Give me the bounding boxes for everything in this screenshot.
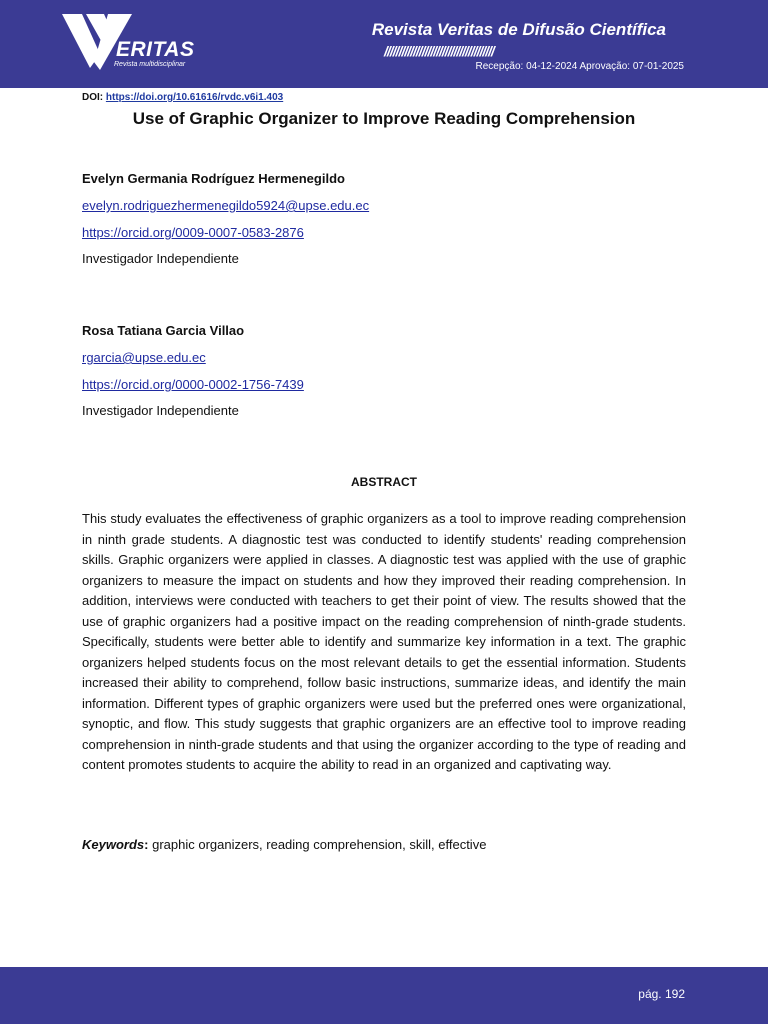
abstract-text: This study evaluates the effectiveness of graphic organizers as a tool to improve reading comprehension in ninth grade students. A diagnostic test was conducted to identify students' reading comprehension skills. Graphic organizers were applied in classes. A diagnostic test was applied with the use of graphic organizers to measure the impact on students and how they improved their reading comprehension. In addition, interviews were conducted with teachers to get their point of view. The results showed that the use of graphic organizers had a positive impact on the reading comprehension of ninth-grade students. Specifically, students were better able to identify and summarize key information in a text. The graphic organizers helped students focus on the most relevant details to get the essential information. Students increased their ability to comprehend, follow basic instructions, summarize ideas, and identify the main information. Different types of graphic organizers were used but the preferred ones were organizational, synoptic, and flow. This study suggests that graphic organizers are an effective tool to improve reading comprehension in ninth-grade students and that using the organizer according to the type of reading and content promotes students to acquire the ability to read in an organized and captivating way. xyxy=(82,511,686,772)
author-email-link[interactable]: rgarcia@upse.edu.ec xyxy=(82,350,206,365)
abstract-heading: ABSTRACT xyxy=(351,475,417,489)
keywords-separator: : xyxy=(144,837,153,852)
journal-header xyxy=(0,0,768,88)
author-name: Rosa Tatiana Garcia Villao xyxy=(82,323,245,338)
paper-title: Use of Graphic Organizer to Improve Reading Comprehension xyxy=(132,109,636,128)
author-email-link[interactable]: evelyn.rodriguezhermenegildo5924@upse.edu.ec xyxy=(82,198,370,213)
page-footer xyxy=(0,967,768,1024)
keywords-text: graphic organizers, reading comprehension, skill, effective xyxy=(152,837,487,852)
doi-line xyxy=(82,92,283,103)
author-affiliation: Investigador Independiente xyxy=(82,251,239,266)
reception-approval-dates: Recepção: 04-12-2024 Aprovação: 07-01-2025 xyxy=(475,61,684,72)
author-orcid-link[interactable]: https://orcid.org/0009-0007-0583-2876 xyxy=(82,225,304,240)
author-orcid-link[interactable]: https://orcid.org/0000-0002-1756-7439 xyxy=(82,377,304,392)
author-name: Evelyn Germania Rodríguez Hermenegildo xyxy=(82,171,345,186)
decorative-slashes: ////////////////////////////////////// xyxy=(384,43,494,59)
doi-link[interactable]: https://doi.org/10.61616/rvdc.v6i1.403 xyxy=(105,92,284,103)
keywords-line xyxy=(82,837,486,852)
journal-title: Revista Veritas de Difusão Científica xyxy=(371,20,666,39)
author-affiliation: Investigador Independiente xyxy=(82,403,239,418)
logo-subtitle: Revista multidisciplinar xyxy=(114,61,186,68)
keywords-label: Keywords xyxy=(82,837,145,852)
logo-wordmark: ERITAS xyxy=(116,38,195,61)
page-number: pág. 192 xyxy=(638,987,685,1001)
doi-label: DOI: xyxy=(82,92,106,103)
